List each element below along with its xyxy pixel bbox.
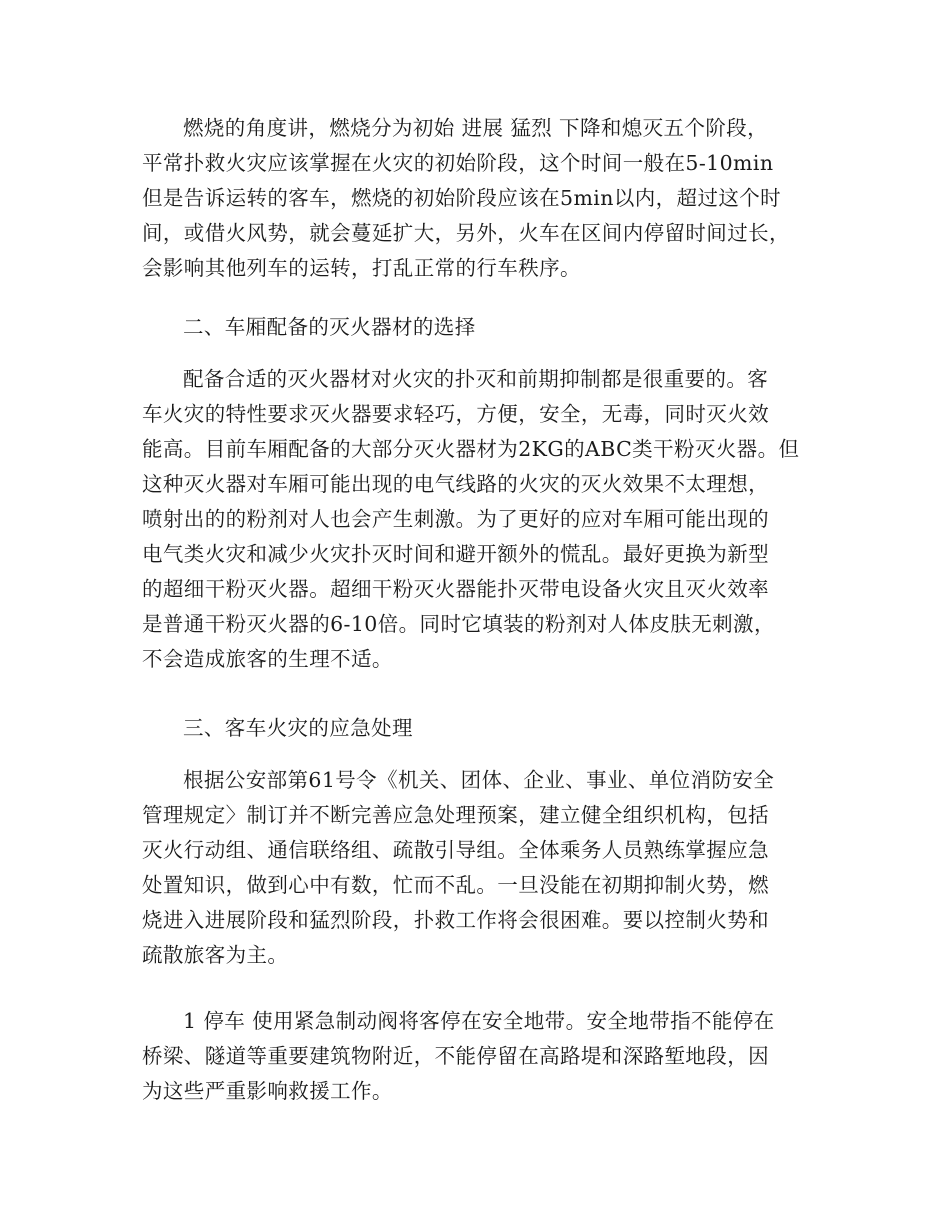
text-line: 的超细干粉灭火器。超细干粉灭火器能扑灭带电设备火灾且灭火效率 — [142, 577, 769, 601]
text-line: 烧进入进展阶段和猛烈阶段，扑救工作将会很困难。要以控制火势和 — [142, 908, 769, 932]
paragraph-stop-train — [142, 1004, 814, 1109]
text-line: 灭火行动组、通信联络组、疏散引导组。全体乘务人员熟练掌握应急 — [142, 838, 769, 862]
text-line: 能高。目前车厢配备的大部分灭火器材为2KG的ABC类干粉灭火器。但 — [142, 437, 800, 461]
section-heading-emergency-handling — [142, 711, 814, 746]
text-line: 间，或借火风势，就会蔓延扩大，另外，火车在区间内停留时间过长， — [142, 221, 790, 245]
text-line: 根据公安部第61号令《机关、团体、企业、事业、单位消防安全 — [183, 768, 775, 792]
text-line: 会影响其他列车的运转，打乱正常的行车秩序。 — [142, 256, 581, 280]
text-line: 疏散旅客为主。 — [142, 943, 289, 967]
text-line: 1 停车 使用紧急制动阀将客停在安全地带。安全地带指不能停在 — [183, 1009, 775, 1033]
text-line: 处置知识，做到心中有数，忙而不乱。一旦没能在初期抑制火势，燃 — [142, 873, 769, 897]
section-heading-text: 二、车厢配备的灭火器材的选择 — [183, 315, 476, 339]
text-line: 是普通干粉灭火器的6-10倍。同时它填装的粉剂对人体皮肤无刺激， — [142, 612, 775, 636]
text-line: 喷射出的的粉剂对人也会产生刺激。为了更好的应对车厢可能出现的 — [142, 507, 769, 531]
text-line: 电气类火灾和减少火灾扑灭时间和避开额外的慌乱。最好更换为新型 — [142, 542, 769, 566]
text-line: 但是告诉运转的客车，燃烧的初始阶段应该在5min以内，超过这个时 — [142, 186, 782, 210]
text-line: 为这些严重影响救援工作。 — [142, 1079, 393, 1103]
paragraph-fire-stages — [142, 111, 814, 286]
paragraph-emergency-plan — [142, 763, 814, 973]
text-line: 车火灾的特性要求灭火器要求轻巧，方便，安全，无毒，同时灭火效 — [142, 402, 769, 426]
text-line: 平常扑救火灾应该掌握在火灾的初始阶段，这个时间一般在5-10min — [142, 151, 774, 175]
paragraph-extinguisher-equipment — [142, 362, 814, 677]
text-line: 这种灭火器对车厢可能出现的电气线路的火灾的灭火效果不太理想， — [142, 472, 769, 496]
text-line: 燃烧的角度讲，燃烧分为初始 进展 猛烈 下降和熄灭五个阶段， — [183, 116, 769, 140]
text-line: 管理规定〉制订并不断完善应急处理预案，建立健全组织机构，包括 — [142, 803, 769, 827]
text-line: 不会造成旅客的生理不适。 — [142, 647, 393, 671]
text-line: 配备合适的灭火器材对火灾的扑灭和前期抑制都是很重要的。客 — [183, 367, 769, 391]
section-heading-text: 三、客车火灾的应急处理 — [183, 716, 413, 740]
text-line: 桥梁、隧道等重要建筑物附近，不能停留在高路堤和深路堑地段，因 — [142, 1044, 769, 1068]
section-heading-extinguisher-selection — [142, 310, 814, 345]
